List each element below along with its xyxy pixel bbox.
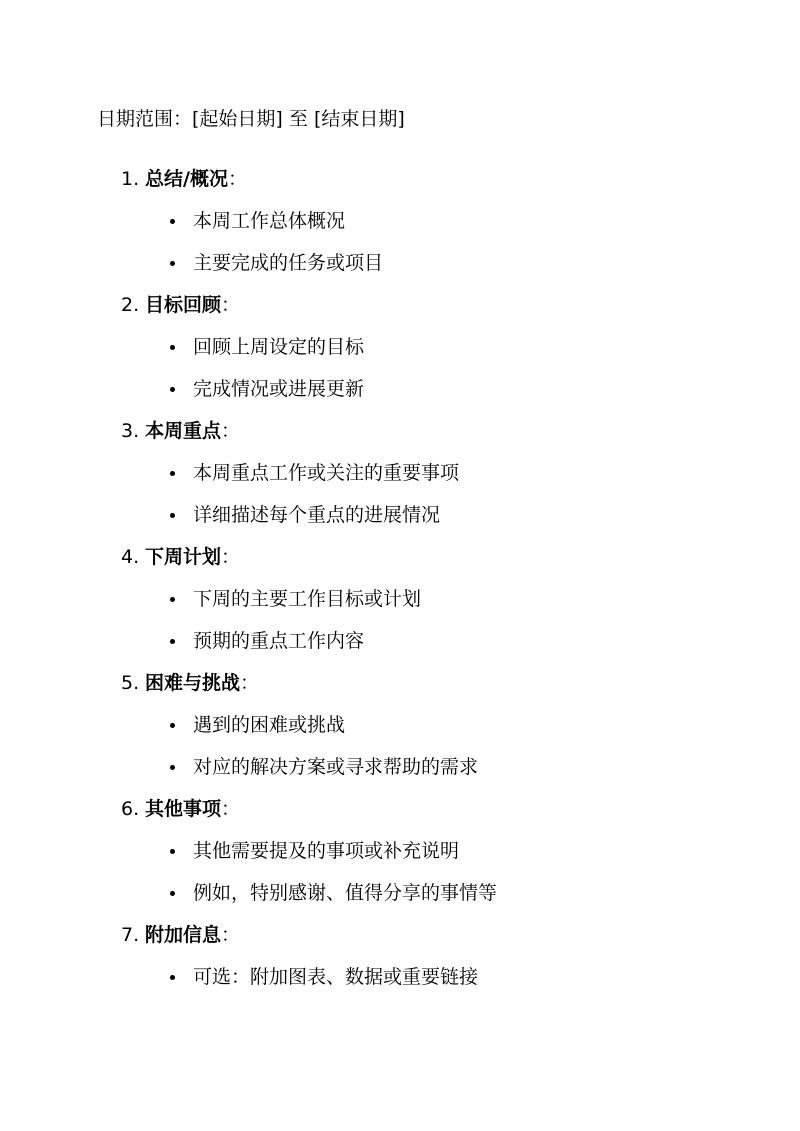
list-item-text: 可选：附加图表、数据或重要链接 bbox=[193, 966, 479, 988]
section-heading bbox=[0, 416, 800, 458]
list-item bbox=[0, 710, 800, 752]
report-outline bbox=[0, 164, 800, 1004]
section-title-text: 目标回顾 bbox=[145, 294, 222, 316]
bullet-dot-icon bbox=[170, 387, 175, 392]
bullet-dot-icon bbox=[170, 849, 175, 854]
section-heading bbox=[0, 794, 800, 836]
section-title bbox=[145, 416, 240, 446]
list-item-text: 遇到的困难或挑战 bbox=[193, 714, 346, 736]
list-item bbox=[0, 752, 800, 794]
end-date-placeholder: [结束日期] bbox=[313, 108, 405, 130]
section-difficulties bbox=[0, 668, 800, 794]
section-heading bbox=[0, 542, 800, 584]
section-title bbox=[145, 290, 240, 320]
bullet-dot-icon bbox=[170, 639, 175, 644]
section-heading bbox=[0, 164, 800, 206]
bullet-dot-icon bbox=[170, 975, 175, 980]
section-additional-info bbox=[0, 920, 800, 1004]
list-item bbox=[0, 332, 800, 374]
section-title bbox=[145, 668, 259, 698]
list-item bbox=[0, 584, 800, 626]
list-item bbox=[0, 836, 800, 878]
list-item-text: 完成情况或进展更新 bbox=[193, 378, 365, 400]
bullet-dot-icon bbox=[170, 471, 175, 476]
list-item bbox=[0, 878, 800, 920]
section-number: 2. bbox=[121, 294, 140, 316]
section-number: 3. bbox=[121, 420, 140, 442]
section-number: 1. bbox=[121, 168, 140, 190]
list-item-text: 回顾上周设定的目标 bbox=[193, 336, 365, 358]
section-heading bbox=[0, 290, 800, 332]
list-item-text: 例如，特别感谢、值得分享的事情等 bbox=[193, 882, 498, 904]
list-item-text: 预期的重点工作内容 bbox=[193, 630, 365, 652]
list-item bbox=[0, 626, 800, 668]
section-title-colon: ： bbox=[240, 672, 260, 694]
section-title-text: 本周重点 bbox=[145, 420, 222, 442]
section-title-colon: ： bbox=[227, 168, 247, 190]
section-title-colon: ： bbox=[221, 420, 241, 442]
bullet-dot-icon bbox=[170, 597, 175, 602]
section-summary bbox=[0, 164, 800, 290]
section-number: 7. bbox=[121, 924, 140, 946]
section-title-colon: ： bbox=[221, 294, 241, 316]
list-item bbox=[0, 500, 800, 542]
list-item bbox=[0, 374, 800, 416]
list-item bbox=[0, 962, 800, 1004]
section-title bbox=[145, 920, 240, 950]
date-range-line bbox=[97, 105, 405, 133]
section-title-text: 下周计划 bbox=[145, 546, 222, 568]
start-date-placeholder: [起始日期] bbox=[192, 108, 283, 130]
list-item-text: 详细描述每个重点的进展情况 bbox=[193, 504, 441, 526]
date-range-label: 日期范围： bbox=[97, 108, 193, 130]
bullet-dot-icon bbox=[170, 765, 175, 770]
bullet-dot-icon bbox=[170, 261, 175, 266]
section-title-text: 其他事项 bbox=[145, 798, 222, 820]
bullet-dot-icon bbox=[170, 723, 175, 728]
list-item-text: 本周重点工作或关注的重要事项 bbox=[193, 462, 460, 484]
section-weekly-focus bbox=[0, 416, 800, 542]
date-range-connector: 至 bbox=[282, 108, 314, 130]
list-item-text: 主要完成的任务或项目 bbox=[193, 252, 384, 274]
section-title-text: 附加信息 bbox=[145, 924, 222, 946]
section-number: 5. bbox=[121, 672, 140, 694]
section-title-text: 总结/概况 bbox=[145, 168, 228, 190]
section-number: 6. bbox=[121, 798, 140, 820]
section-title-colon: ： bbox=[221, 924, 241, 946]
section-goal-review bbox=[0, 290, 800, 416]
list-item-text: 对应的解决方案或寻求帮助的需求 bbox=[193, 756, 479, 778]
list-item bbox=[0, 248, 800, 290]
list-item-text: 下周的主要工作目标或计划 bbox=[193, 588, 422, 610]
bullet-dot-icon bbox=[170, 513, 175, 518]
section-heading bbox=[0, 668, 800, 710]
section-title bbox=[145, 794, 240, 824]
bullet-dot-icon bbox=[170, 891, 175, 896]
section-title-text: 困难与挑战 bbox=[145, 672, 241, 694]
bullet-dot-icon bbox=[170, 219, 175, 224]
list-item-text: 其他需要提及的事项或补充说明 bbox=[193, 840, 460, 862]
section-heading bbox=[0, 920, 800, 962]
section-title bbox=[145, 542, 240, 572]
list-item bbox=[0, 206, 800, 248]
section-title-colon: ： bbox=[221, 798, 241, 820]
section-other-matters bbox=[0, 794, 800, 920]
section-title bbox=[145, 164, 247, 194]
section-title-colon: ： bbox=[221, 546, 241, 568]
list-item bbox=[0, 458, 800, 500]
list-item-text: 本周工作总体概况 bbox=[193, 210, 346, 232]
bullet-dot-icon bbox=[170, 345, 175, 350]
section-number: 4. bbox=[121, 546, 140, 568]
section-next-week-plan bbox=[0, 542, 800, 668]
